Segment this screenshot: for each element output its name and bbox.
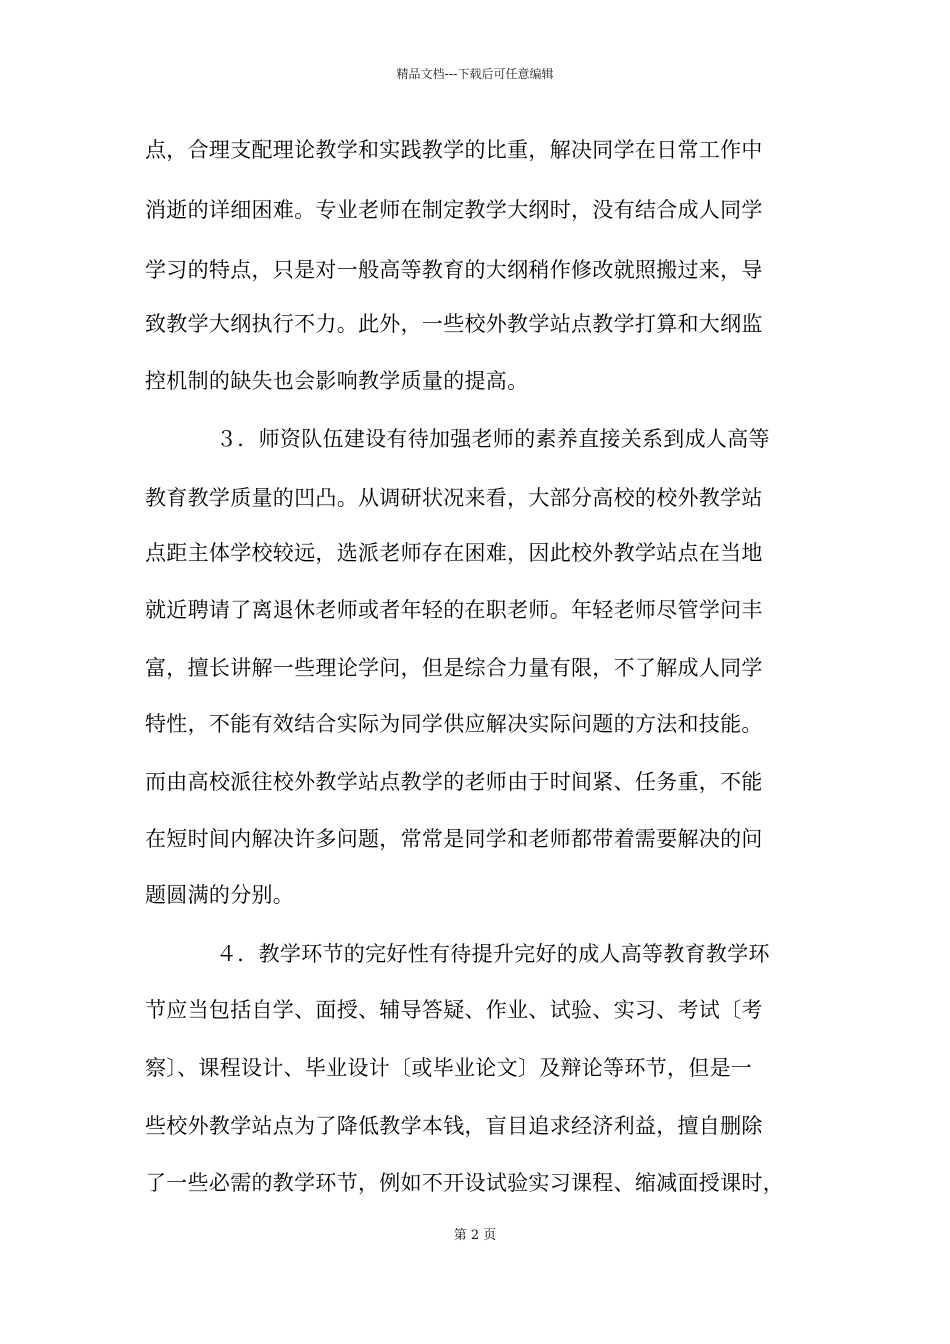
body-line: 控机制的缺失也会影响教学质量的提高。 xyxy=(145,369,529,393)
body-line: 富，擅长讲解一些理论学问，但是综合力量有限，不了解成人同学 xyxy=(145,656,763,680)
body-line: 特性，不能有效结合实际为同学供应解决实际问题的方法和技能。 xyxy=(145,712,763,736)
body-line: 致教学大纲执行不力。此外，一些校外教学站点教学打算和大纲监 xyxy=(145,312,763,336)
body-line: 教育教学质量的凹凸。从调研状况来看，大部分高校的校外教学站 xyxy=(145,486,763,510)
body-line: 学习的特点，只是对一般高等教育的大纲稍作修改就照搬过来，导 xyxy=(145,258,763,282)
body-line: ４．教学环节的完好性有待提升完好的成人高等教育教学环 xyxy=(216,942,770,966)
body-line: 点，合理支配理论教学和实践教学的比重，解决同学在日常工作中 xyxy=(145,138,763,162)
body-line: 节应当包括自学、面授、辅导答疑、作业、试验、实习、考试〔考 xyxy=(145,998,763,1022)
body-line: 在短时间内解决许多问题，常常是同学和老师都带着需要解决的问 xyxy=(145,827,763,851)
body-line: 消逝的详细困难。专业老师在制定教学大纲时，没有结合成人同学 xyxy=(145,198,763,222)
body-line: 察〕、课程设计、毕业设计〔或毕业论文〕及辩论等环节，但是一 xyxy=(145,1056,753,1080)
body-line: 点距主体学校较远，选派老师存在困难，因此校外教学站点在当地 xyxy=(145,541,763,565)
body-line: 些校外教学站点为了降低教学本钱，盲目追求经济利益，擅自删除 xyxy=(145,1114,763,1138)
page-number: 第 2 页 xyxy=(453,1228,497,1243)
page-header: 精品文档---下载后可任意编辑 xyxy=(396,67,554,81)
body-line: 题圆满的分别。 xyxy=(145,883,295,907)
body-line: ３．师资队伍建设有待加强老师的素养直接关系到成人高等 xyxy=(216,427,770,451)
body-line: 而由高校派往校外教学站点教学的老师由于时间紧、任务重，不能 xyxy=(145,770,763,794)
body-line: 了一些必需的教学环节，例如不开设试验实习课程、缩减面授课时， xyxy=(145,1171,784,1195)
body-line: 就近聘请了离退休老师或者年轻的在职老师。年轻老师尽管学问丰 xyxy=(145,598,763,622)
